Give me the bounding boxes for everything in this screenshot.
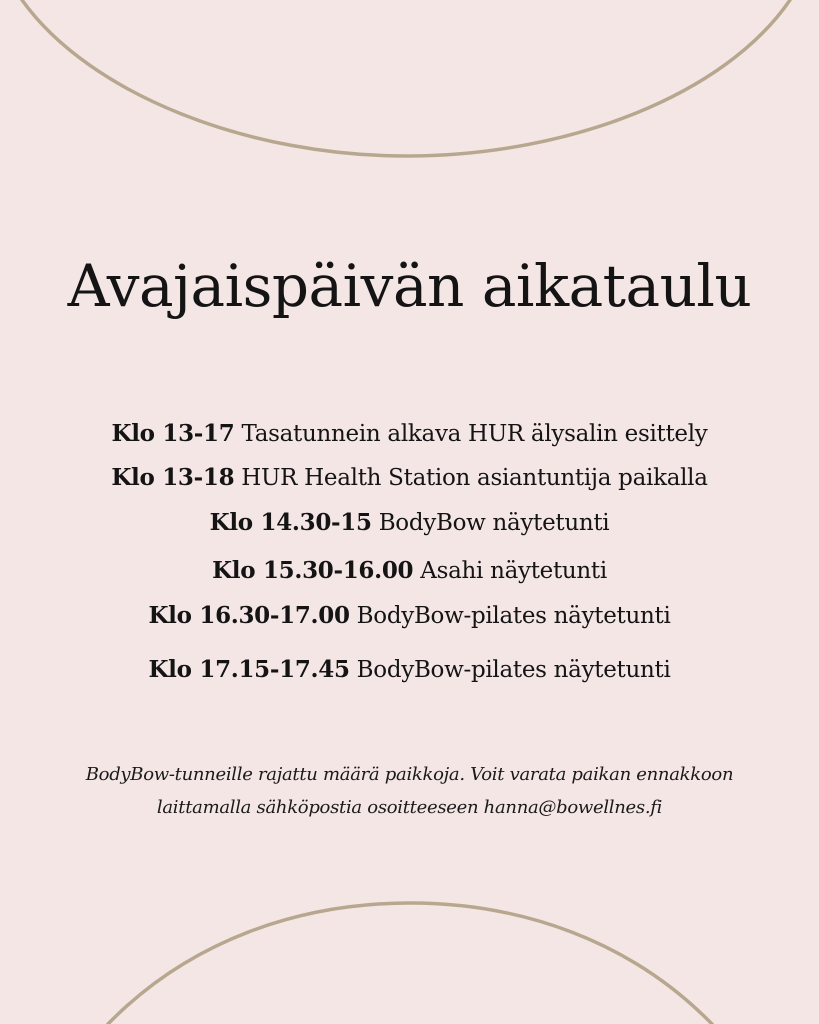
- schedule-activity: Tasatunnein alkava HUR älysalin esittely: [241, 421, 708, 447]
- schedule-item: [0, 464, 819, 491]
- schedule-time: Klo 14.30-15: [209, 509, 372, 536]
- schedule-activity: BodyBow näytetunti: [378, 510, 610, 536]
- schedule-time: Klo 16.30-17.00: [148, 602, 350, 629]
- schedule-activity: BodyBow-pilates näytetunti: [356, 657, 671, 683]
- schedule-time: Klo 17.15-17.45: [148, 656, 350, 683]
- top-arc: [22, 0, 790, 156]
- schedule-time: Klo 13-17: [111, 420, 235, 447]
- schedule-item: [0, 420, 819, 447]
- schedule-activity: HUR Health Station asiantuntija paikalla: [241, 465, 708, 491]
- schedule-activity: Asahi näytetunti: [420, 558, 607, 584]
- schedule-item: [0, 656, 819, 683]
- schedule-item: [0, 557, 819, 584]
- booking-note: [0, 758, 819, 824]
- booking-note-line: laittamalla sähköpostia osoitteeseen hanna@bowellnes.fi: [156, 797, 663, 818]
- schedule-item: [0, 509, 819, 536]
- booking-note-line: BodyBow-tunneille rajattu määrä paikkoja. Voit varata paikan ennakkoon: [85, 764, 734, 785]
- schedule-time: Klo 13-18: [111, 464, 235, 491]
- schedule-activity: BodyBow-pilates näytetunti: [356, 603, 671, 629]
- schedule-item: [0, 602, 819, 629]
- page-title: Avajaispäivän aikataulu: [67, 252, 752, 320]
- schedule-time: Klo 15.30-16.00: [212, 557, 414, 584]
- bottom-arc: [108, 903, 712, 1024]
